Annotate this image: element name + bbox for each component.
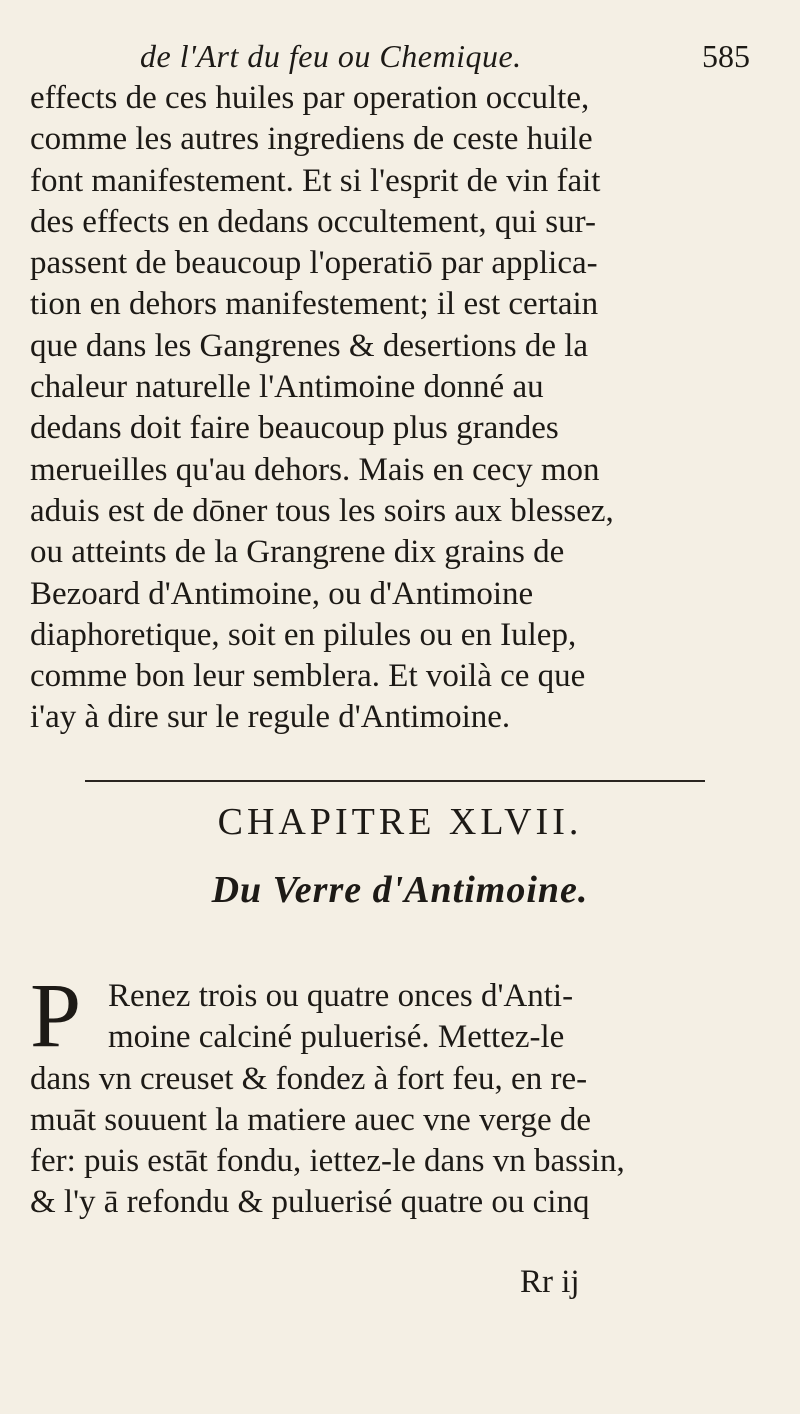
text-line: muāt souuent la matiere auec vne verge de — [30, 1101, 592, 1138]
text-line: effects de ces huiles par operation occulte, — [30, 80, 590, 116]
text-line: font manifestement. Et si l'esprit de vin fait — [30, 162, 601, 199]
text-line: Renez trois ou quatre onces d'Anti- — [108, 978, 574, 1014]
text-line: dans vn creuset & fondez à fort feu, en re- — [30, 1060, 588, 1097]
paragraph-continued — [30, 78, 770, 739]
page-number: 585 — [702, 38, 750, 74]
drop-cap: P — [30, 964, 82, 1066]
text-line: passent de beaucoup l'operatiō par applica- — [30, 245, 598, 282]
text-line: chaleur naturelle l'Antimoine donné au — [30, 369, 544, 406]
section-divider — [85, 780, 705, 782]
text-line: moine calciné puluerisé. Mettez-le — [108, 1019, 565, 1056]
chapter-title: Du Verre d'Antimoine. — [211, 869, 589, 911]
running-head — [140, 38, 750, 82]
text-line: ou atteints de la Grangrene dix grains de — [30, 534, 565, 571]
text-line: tion en dehors manifestement; il est certain — [30, 286, 599, 323]
paragraph-chapter-start — [30, 976, 770, 1224]
text-line: des effects en dedans occultement, qui sur- — [30, 203, 596, 240]
text-line: diaphoretique, soit en pilules ou en Iulep, — [30, 616, 577, 653]
text-line: comme les autres ingrediens de ceste huile — [30, 121, 593, 158]
text-line: Bezoard d'Antimoine, ou d'Antimoine — [30, 575, 534, 612]
text-line: que dans les Gangrenes & desertions de la — [30, 327, 589, 364]
text-line: comme bon leur semblera. Et voilà ce que — [30, 658, 586, 695]
text-line: merueilles qu'au dehors. Mais en cecy mon — [30, 451, 600, 488]
text-line: & l'y ā refondu & puluerisé quatre ou cinq — [30, 1184, 590, 1221]
text-line: i'ay à dire sur le regule d'Antimoine. — [30, 699, 511, 736]
text-line: aduis est de dōner tous les soirs aux blessez, — [30, 492, 614, 529]
signature-mark: Rr ij — [520, 1264, 580, 1300]
chapter-heading: CHAPITRE XLVII. — [217, 801, 583, 843]
running-head-title: de l'Art du feu ou Chemique. — [140, 38, 522, 74]
text-line: dedans doit faire beaucoup plus grandes — [30, 410, 559, 447]
text-line: fer: puis estāt fondu, iettez-le dans vn bassin, — [30, 1143, 625, 1180]
